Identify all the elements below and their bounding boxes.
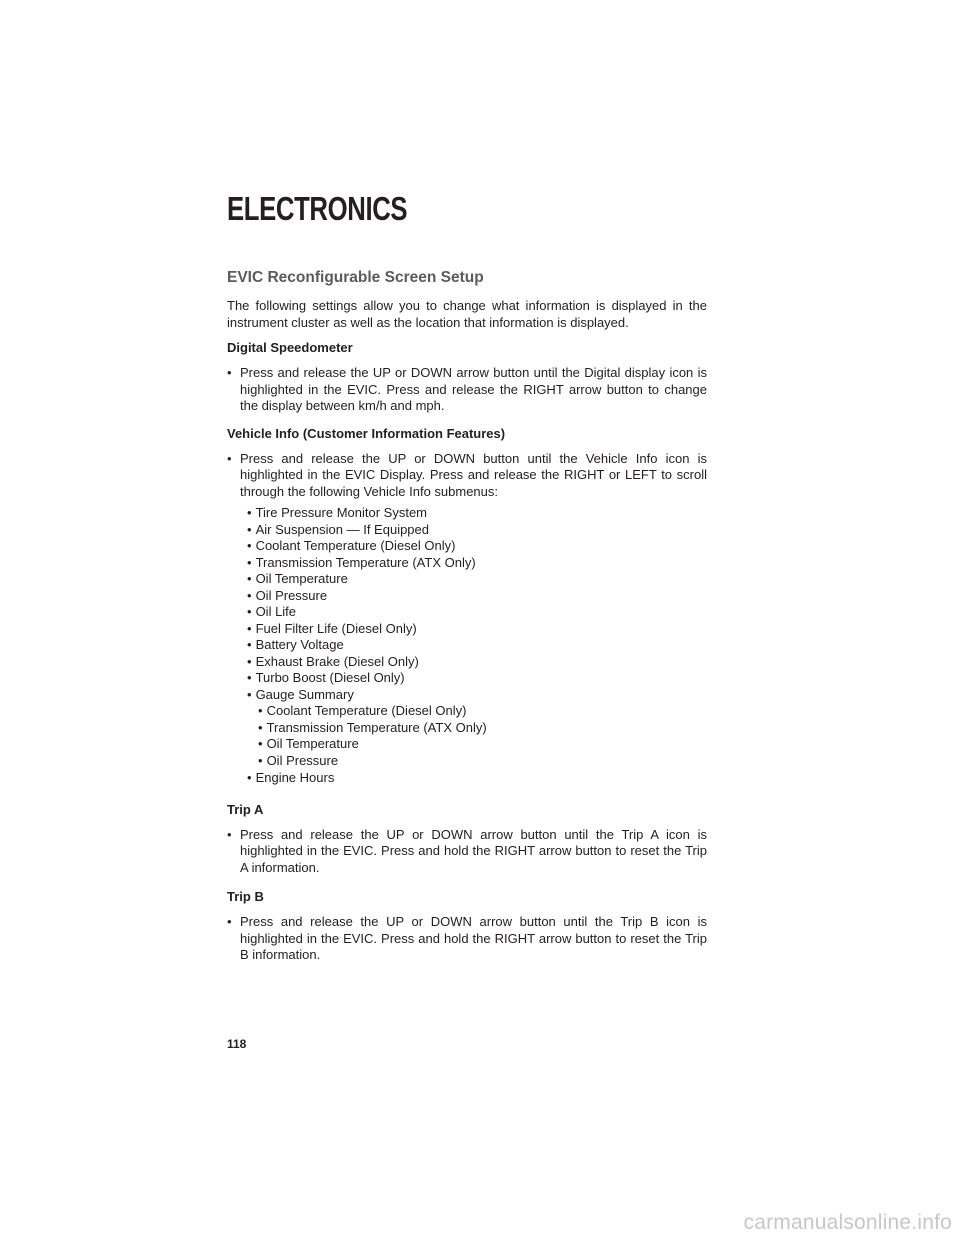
- list-item: • Transmission Temperature (ATX Only): [247, 554, 476, 570]
- bullet-text: Press and release the UP or DOWN arrow button until the Digital display icon is highlighted in the EVIC. Press and release the RIGHT arrow button to change the display between km/h and mph.: [240, 365, 707, 413]
- nested-list-item: • Oil Pressure: [258, 752, 339, 768]
- section-title: ELECTRONICS: [227, 190, 408, 227]
- list-item: • Coolant Temperature (Diesel Only): [247, 538, 456, 553]
- vehicle-info-submenu-list: [227, 505, 707, 787]
- page-number: 118: [227, 1037, 247, 1051]
- watermark-text: carmanualsonline.info: [743, 1211, 952, 1234]
- bullet-dot: •: [227, 365, 232, 380]
- list-item: • Battery Voltage: [247, 637, 344, 652]
- list-item: • Oil Temperature: [247, 571, 348, 586]
- list-item: • Gauge Summary: [247, 686, 354, 702]
- bullet-text: Press and release the UP or DOWN button until the Vehicle Info icon is highlighted in the EVIC Display. Press and release the RIGHT or LEFT to scroll through the following Vehicle Info submenus:: [240, 450, 707, 499]
- list-item: • Turbo Boost (Diesel Only): [247, 670, 405, 685]
- list-item: • Engine Hours: [247, 770, 335, 785]
- vehicle-info-heading: Vehicle Info (Customer Information Features): [227, 425, 506, 441]
- bullet-dot: •: [227, 826, 232, 842]
- bullet-text: Press and release the UP or DOWN arrow button until the Trip B icon is highlighted in the EVIC. Press and hold the RIGHT arrow button to reset the Trip B information.: [240, 914, 707, 962]
- list-item: • Tire Pressure Monitor System: [247, 505, 428, 520]
- digital-speedometer-bullet: [227, 365, 707, 415]
- nested-list-item: • Coolant Temperature (Diesel Only): [258, 703, 467, 718]
- trip-b-heading: Trip B: [227, 889, 264, 904]
- page-heading: EVIC Reconfigurable Screen Setup: [227, 269, 484, 286]
- intro-paragraph: The following settings allow you to change what information is displayed in the instrument cluster as well as the location that information is displayed.: [227, 298, 707, 330]
- trip-a-bullet: [227, 827, 707, 877]
- bullet-text: Press and release the UP or DOWN arrow button until the Trip A icon is highlighted in the EVIC. Press and hold the RIGHT arrow button to reset the Trip A information.: [240, 826, 707, 875]
- list-item: • Fuel Filter Life (Diesel Only): [247, 620, 417, 636]
- vehicle-info-bullet: [227, 451, 707, 501]
- nested-list-item: • Transmission Temperature (ATX Only): [258, 719, 487, 735]
- digital-speedometer-heading: Digital Speedometer: [227, 340, 353, 355]
- list-item: • Oil Life: [247, 604, 297, 619]
- nested-list-item: • Oil Temperature: [258, 736, 359, 751]
- bullet-dot: •: [227, 450, 232, 466]
- article-body: [227, 268, 707, 969]
- list-item: • Oil Pressure: [247, 587, 328, 603]
- trip-a-heading: Trip A: [227, 801, 264, 817]
- list-item: • Exhaust Brake (Diesel Only): [247, 653, 419, 669]
- bullet-dot: •: [227, 914, 232, 929]
- list-item: • Air Suspension — If Equipped: [247, 521, 429, 537]
- trip-b-bullet: [227, 914, 707, 964]
